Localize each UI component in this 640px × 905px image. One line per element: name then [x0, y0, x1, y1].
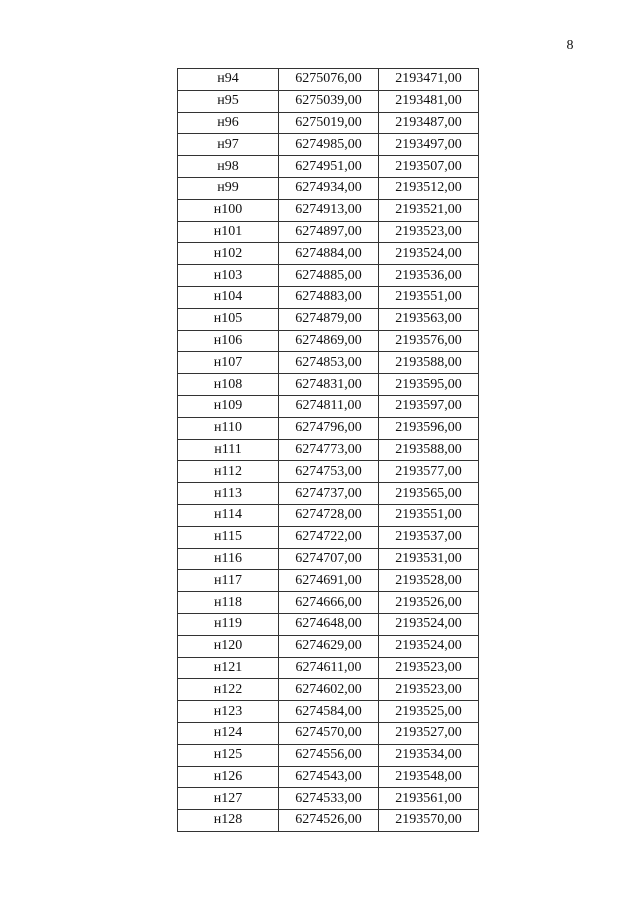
table-row	[178, 265, 479, 287]
table-row	[178, 156, 479, 178]
y-coordinate-cell: 2193497,00	[379, 134, 479, 156]
y-coordinate-cell: 2193534,00	[379, 744, 479, 766]
x-coordinate-cell: 6274897,00	[279, 221, 379, 243]
y-coordinate-cell: 2193536,00	[379, 265, 479, 287]
point-id-cell: н95	[178, 90, 279, 112]
point-id-cell: н126	[178, 766, 279, 788]
table-row	[178, 810, 479, 832]
x-coordinate-cell: 6274707,00	[279, 548, 379, 570]
point-id-cell: н116	[178, 548, 279, 570]
table-row	[178, 330, 479, 352]
table-row	[178, 548, 479, 570]
point-id-cell: н114	[178, 504, 279, 526]
table-row	[178, 613, 479, 635]
x-coordinate-cell: 6274811,00	[279, 395, 379, 417]
table-row	[178, 112, 479, 134]
y-coordinate-cell: 2193523,00	[379, 221, 479, 243]
point-id-cell: н118	[178, 592, 279, 614]
x-coordinate-cell: 6274543,00	[279, 766, 379, 788]
y-coordinate-cell: 2193524,00	[379, 243, 479, 265]
point-id-cell: н120	[178, 635, 279, 657]
point-id-cell: н103	[178, 265, 279, 287]
y-coordinate-cell: 2193596,00	[379, 417, 479, 439]
coordinates-table	[177, 68, 479, 832]
point-id-cell: н107	[178, 352, 279, 374]
x-coordinate-cell: 6274934,00	[279, 177, 379, 199]
y-coordinate-cell: 2193597,00	[379, 395, 479, 417]
point-id-cell: н110	[178, 417, 279, 439]
y-coordinate-cell: 2193528,00	[379, 570, 479, 592]
x-coordinate-cell: 6274985,00	[279, 134, 379, 156]
y-coordinate-cell: 2193588,00	[379, 439, 479, 461]
x-coordinate-cell: 6274831,00	[279, 374, 379, 396]
y-coordinate-cell: 2193526,00	[379, 592, 479, 614]
point-id-cell: н125	[178, 744, 279, 766]
point-id-cell: н109	[178, 395, 279, 417]
x-coordinate-cell: 6274584,00	[279, 701, 379, 723]
y-coordinate-cell: 2193531,00	[379, 548, 479, 570]
y-coordinate-cell: 2193570,00	[379, 810, 479, 832]
table-row	[178, 286, 479, 308]
y-coordinate-cell: 2193523,00	[379, 679, 479, 701]
point-id-cell: н98	[178, 156, 279, 178]
point-id-cell: н122	[178, 679, 279, 701]
point-id-cell: н117	[178, 570, 279, 592]
x-coordinate-cell: 6274879,00	[279, 308, 379, 330]
y-coordinate-cell: 2193563,00	[379, 308, 479, 330]
table-row	[178, 417, 479, 439]
table-row	[178, 221, 479, 243]
point-id-cell: н127	[178, 788, 279, 810]
x-coordinate-cell: 6274796,00	[279, 417, 379, 439]
x-coordinate-cell: 6274773,00	[279, 439, 379, 461]
y-coordinate-cell: 2193527,00	[379, 722, 479, 744]
y-coordinate-cell: 2193551,00	[379, 286, 479, 308]
x-coordinate-cell: 6274611,00	[279, 657, 379, 679]
table-row	[178, 374, 479, 396]
x-coordinate-cell: 6274691,00	[279, 570, 379, 592]
table-row	[178, 657, 479, 679]
x-coordinate-cell: 6274884,00	[279, 243, 379, 265]
y-coordinate-cell: 2193471,00	[379, 69, 479, 91]
table-row	[178, 722, 479, 744]
table-row	[178, 701, 479, 723]
point-id-cell: н124	[178, 722, 279, 744]
table-row	[178, 679, 479, 701]
point-id-cell: н115	[178, 526, 279, 548]
x-coordinate-cell: 6274951,00	[279, 156, 379, 178]
x-coordinate-cell: 6274728,00	[279, 504, 379, 526]
x-coordinate-cell: 6275019,00	[279, 112, 379, 134]
x-coordinate-cell: 6274722,00	[279, 526, 379, 548]
point-id-cell: н119	[178, 613, 279, 635]
point-id-cell: н106	[178, 330, 279, 352]
point-id-cell: н102	[178, 243, 279, 265]
table-row	[178, 134, 479, 156]
x-coordinate-cell: 6274883,00	[279, 286, 379, 308]
y-coordinate-cell: 2193548,00	[379, 766, 479, 788]
y-coordinate-cell: 2193595,00	[379, 374, 479, 396]
y-coordinate-cell: 2193481,00	[379, 90, 479, 112]
point-id-cell: н108	[178, 374, 279, 396]
y-coordinate-cell: 2193524,00	[379, 635, 479, 657]
y-coordinate-cell: 2193512,00	[379, 177, 479, 199]
point-id-cell: н104	[178, 286, 279, 308]
table-row	[178, 177, 479, 199]
x-coordinate-cell: 6274526,00	[279, 810, 379, 832]
table-row	[178, 395, 479, 417]
table-row	[178, 308, 479, 330]
x-coordinate-cell: 6275039,00	[279, 90, 379, 112]
table-row	[178, 592, 479, 614]
point-id-cell: н128	[178, 810, 279, 832]
point-id-cell: н105	[178, 308, 279, 330]
y-coordinate-cell: 2193524,00	[379, 613, 479, 635]
table-row	[178, 199, 479, 221]
x-coordinate-cell: 6274629,00	[279, 635, 379, 657]
point-id-cell: н123	[178, 701, 279, 723]
y-coordinate-cell: 2193577,00	[379, 461, 479, 483]
point-id-cell: н111	[178, 439, 279, 461]
x-coordinate-cell: 6274913,00	[279, 199, 379, 221]
table-row	[178, 352, 479, 374]
page-number: 8	[566, 38, 574, 53]
y-coordinate-cell: 2193537,00	[379, 526, 479, 548]
x-coordinate-cell: 6274556,00	[279, 744, 379, 766]
point-id-cell: н101	[178, 221, 279, 243]
table-row	[178, 90, 479, 112]
point-id-cell: н99	[178, 177, 279, 199]
point-id-cell: н94	[178, 69, 279, 91]
y-coordinate-cell: 2193507,00	[379, 156, 479, 178]
table-row	[178, 243, 479, 265]
x-coordinate-cell: 6274853,00	[279, 352, 379, 374]
x-coordinate-cell: 6274648,00	[279, 613, 379, 635]
y-coordinate-cell: 2193588,00	[379, 352, 479, 374]
table-row	[178, 744, 479, 766]
point-id-cell: н97	[178, 134, 279, 156]
table-row	[178, 788, 479, 810]
point-id-cell: н121	[178, 657, 279, 679]
x-coordinate-cell: 6275076,00	[279, 69, 379, 91]
coordinates-table-body	[178, 69, 479, 832]
table-row	[178, 766, 479, 788]
point-id-cell: н112	[178, 461, 279, 483]
table-row	[178, 570, 479, 592]
table-row	[178, 635, 479, 657]
point-id-cell: н113	[178, 483, 279, 505]
x-coordinate-cell: 6274570,00	[279, 722, 379, 744]
table-row	[178, 69, 479, 91]
y-coordinate-cell: 2193561,00	[379, 788, 479, 810]
table-row	[178, 461, 479, 483]
table-row	[178, 483, 479, 505]
y-coordinate-cell: 2193525,00	[379, 701, 479, 723]
point-id-cell: н96	[178, 112, 279, 134]
table-row	[178, 439, 479, 461]
x-coordinate-cell: 6274602,00	[279, 679, 379, 701]
y-coordinate-cell: 2193521,00	[379, 199, 479, 221]
point-id-cell: н100	[178, 199, 279, 221]
x-coordinate-cell: 6274885,00	[279, 265, 379, 287]
y-coordinate-cell: 2193487,00	[379, 112, 479, 134]
y-coordinate-cell: 2193576,00	[379, 330, 479, 352]
x-coordinate-cell: 6274737,00	[279, 483, 379, 505]
x-coordinate-cell: 6274869,00	[279, 330, 379, 352]
x-coordinate-cell: 6274666,00	[279, 592, 379, 614]
y-coordinate-cell: 2193523,00	[379, 657, 479, 679]
x-coordinate-cell: 6274753,00	[279, 461, 379, 483]
table-row	[178, 526, 479, 548]
y-coordinate-cell: 2193565,00	[379, 483, 479, 505]
table-row	[178, 504, 479, 526]
y-coordinate-cell: 2193551,00	[379, 504, 479, 526]
x-coordinate-cell: 6274533,00	[279, 788, 379, 810]
